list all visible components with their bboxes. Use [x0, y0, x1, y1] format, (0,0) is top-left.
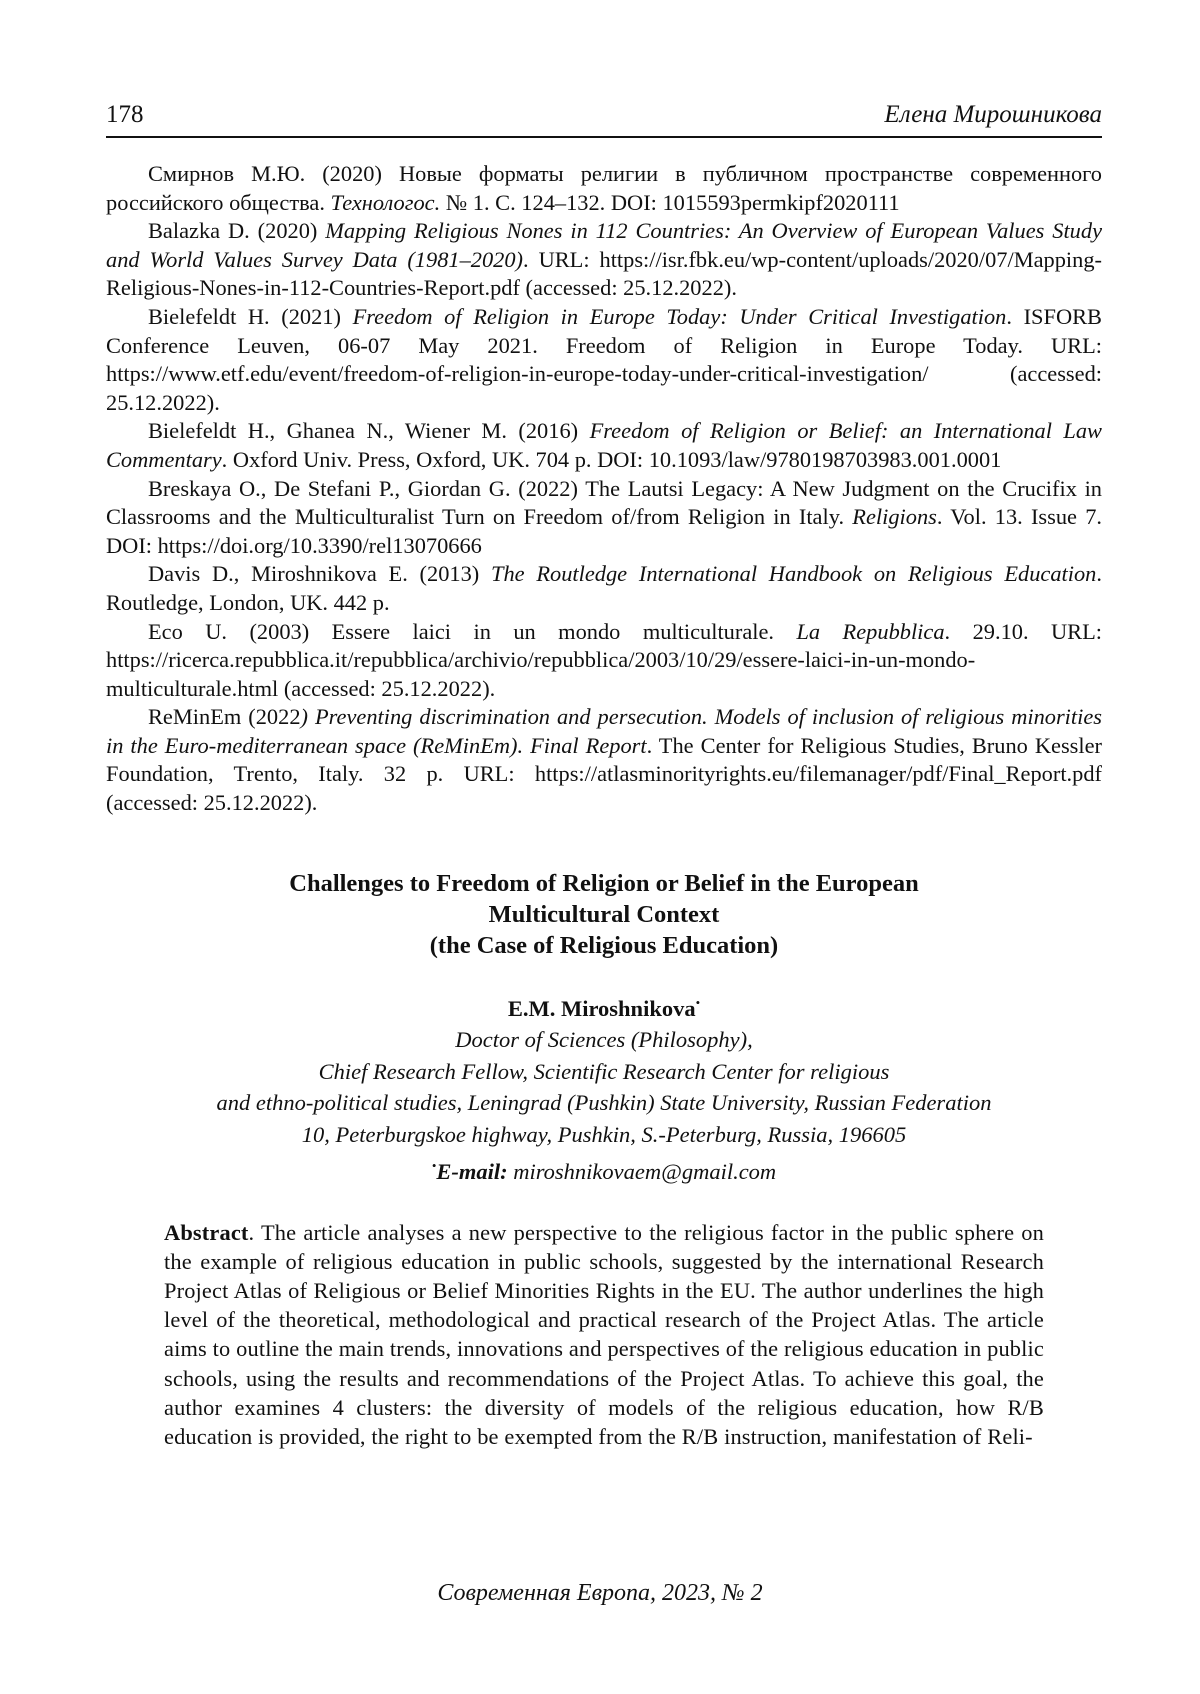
email-line	[106, 1150, 1102, 1188]
reference-entry	[106, 303, 1102, 417]
running-author: Елена Мирошникова	[884, 101, 1102, 128]
abstract	[164, 1218, 1044, 1452]
reference-entry	[106, 703, 1102, 817]
reference-entry	[106, 417, 1102, 474]
abstract-text: . The article analyses a new perspective to the religious factor in the public sphere on the example of religious education in public schools, suggested by the international Research Project Atlas of Religious or Belief Minorities Rights in the EU. The author underlines the high level of the theoretical, methodological and practical research of the Project Atlas. The article aims to outline the main trends, innovations and perspectives of the religious education in public schools, using the results and recommendations of the Project Atlas. To achieve this goal, the author examines 4 clusters: the diversity of models of the religious education, how R/B education is provided, the right to be exempted from the R/B instruction, manifestation of Reli-	[164, 1219, 1044, 1450]
reference-italic-text: Mapping Religious Nones in 112 Countries: An Overview of European Values Study and World Values Survey Data (1981–2020)	[106, 218, 1103, 272]
affiliation-line: 10, Peterburgskoe highway, Pushkin, S.-Peterburg, Russia, 196605	[301, 1121, 907, 1147]
reference-italic-text: La Repubblica	[796, 618, 945, 644]
reference-text: Bielefeldt H., Ghanea N., Wiener M. (2016)	[148, 418, 590, 444]
footnote-mark: •	[695, 994, 701, 1010]
reference-italic-text: Технологос.	[330, 189, 441, 215]
reference-list	[106, 160, 1102, 818]
abstract-label: Abstract	[164, 1219, 249, 1245]
reference-italic-text: ) Preventing discrimination and persecution. Models of inclusion of religious minorities in the Euro-mediterranean space (ReMinEm). Final Report	[106, 704, 1102, 758]
reference-text: . URL: https://isr.fbk.eu/wp-content/uploads/2020/07/Mapping-Religious-Nones-in-112-Countries-Report.pdf (accessed: 25.12.2022).	[106, 246, 1103, 301]
author-line	[106, 987, 1102, 1025]
email-address[interactable]: miroshnikovaem@gmail.com	[513, 1159, 777, 1185]
reference-text: Balazka D. (2020)	[148, 218, 326, 244]
reference-text: Смирнов М.Ю. (2020) Новые форматы религии в публичном пространстве современного российского общества.	[106, 161, 1102, 215]
author-block	[106, 987, 1102, 1188]
reference-text: . The Center for Religious Studies, Bruno Kessler Foundation, Trento, Italy. 32 p. URL: https://atlasminorityrights.eu/filemanager/pdf/Final_Report.pdf (accessed: 25.12.2022).	[106, 732, 1103, 816]
reference-text: . Oxford Univ. Press, Oxford, UK. 704 p. DOI: 10.1093/law/9780198703983.001.0001	[221, 446, 1002, 472]
reference-text: ReMinEm (2022	[148, 704, 301, 730]
footnote-mark: •	[431, 1158, 437, 1174]
reference-entry	[106, 217, 1102, 303]
reference-text: . 29.10. URL: https://ricerca.repubblica.it/repubblica/archivio/repubblica/2003/10/29/essere-laici-in-un-mondo-multiculturale.html (accessed: 25.12.2022).	[106, 618, 1103, 701]
author-name: E.M. Miroshnikova	[507, 995, 696, 1021]
affiliation-line: Chief Research Fellow, Scientific Research Center for religious	[318, 1058, 890, 1084]
journal-footer: Современная Европа, 2023, № 2	[437, 1580, 763, 1606]
reference-text: Davis D., Miroshnikova E. (2013)	[148, 561, 491, 587]
running-header	[106, 100, 1102, 138]
reference-italic-text: Freedom of Religion in Europe Today: Under Critical Investigation	[352, 303, 1007, 329]
title-line: Challenges to Freedom of Religion or Belief in the European	[289, 869, 919, 897]
reference-entry	[106, 160, 1102, 217]
title-line: Multicultural Context	[488, 900, 720, 928]
reference-italic-text: Freedom of Religion or Belief: an International Law Commentary	[106, 418, 1102, 472]
reference-text: . Routledge, London, UK. 442 p.	[106, 561, 1102, 615]
affiliation-line: and ethno-political studies, Leningrad (Pushkin) State University, Russian Federation	[216, 1090, 992, 1116]
reference-text: Bielefeldt H. (2021)	[148, 303, 353, 329]
reference-entry	[106, 475, 1102, 561]
article-title	[106, 868, 1102, 961]
reference-text: Breskaya O., De Stefani P., Giordan G. (2022) The Lautsi Legacy: A New Judgment on the Crucifix in Classrooms and the Multiculturalist Turn on Freedom of/from Religion in Italy.	[106, 475, 1102, 530]
reference-entry	[106, 560, 1102, 617]
title-line: (the Case of Religious Education)	[429, 931, 779, 959]
email-label: E-mail:	[436, 1159, 508, 1185]
affiliation-line: Doctor of Sciences (Philosophy),	[455, 1027, 753, 1053]
reference-italic-text: The Routledge International Handbook on Religious Education	[491, 561, 1097, 587]
reference-italic-text: Religions	[852, 504, 937, 530]
page-number: 178	[106, 101, 144, 128]
reference-text: № 1. С. 124–132. DOI: 1015593permkipf2020111	[440, 189, 900, 215]
reference-text: . ISFORB Conference Leuven, 06-07 May 2021. Freedom of Religion in Europe Today. URL: https://www.etf.edu/event/freedom-of-religion-in-europe-today-under-critical-investigation/ (accessed: 25.12.2022).	[106, 303, 1102, 415]
page	[106, 100, 1102, 1451]
reference-text: . Vol. 13. Issue 7. DOI: https://doi.org/10.3390/rel13070666	[106, 504, 1103, 558]
reference-entry	[106, 618, 1102, 704]
reference-text: Eco U. (2003) Essere laici in un mondo multiculturale.	[148, 618, 797, 644]
